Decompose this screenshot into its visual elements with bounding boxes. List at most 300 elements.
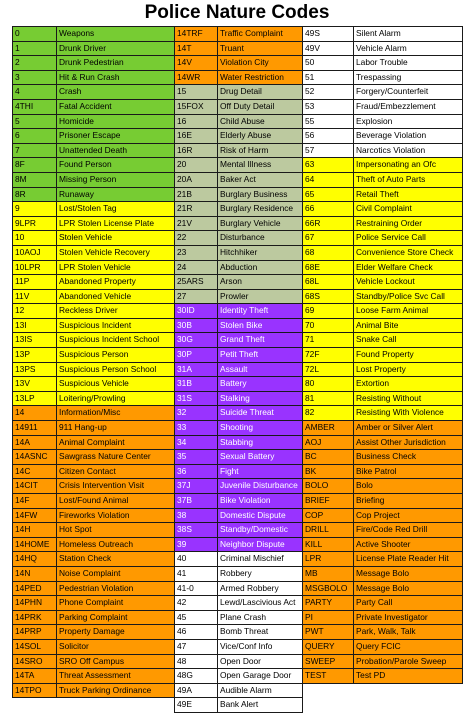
nature-description: LPR Stolen License Plate — [56, 216, 175, 232]
table-row — [12, 420, 174, 435]
table-row — [302, 639, 462, 654]
nature-description: Snake Call — [353, 332, 463, 348]
nature-code: PI — [302, 610, 354, 626]
table-row — [174, 318, 302, 333]
nature-code: 35 — [174, 449, 218, 465]
table-row — [302, 551, 462, 566]
nature-code: 14PRP — [12, 624, 57, 640]
table-row — [302, 84, 462, 99]
nature-description: Resisting Without — [353, 391, 463, 407]
nature-description: Fight — [217, 464, 303, 480]
nature-description: Found Person — [56, 157, 175, 173]
table-row — [302, 347, 462, 362]
nature-description: Animal Complaint — [56, 435, 175, 451]
table-row — [174, 478, 302, 493]
nature-description: Homeless Outreach — [56, 537, 175, 553]
nature-code: 11P — [12, 274, 57, 290]
nature-code: 10 — [12, 230, 57, 246]
nature-description: Private Investigator — [353, 610, 463, 626]
nature-description: Burglary Residence — [217, 201, 303, 217]
table-row — [12, 347, 174, 362]
nature-description: Abandoned Vehicle — [56, 289, 175, 305]
nature-description: Test PD — [353, 668, 463, 684]
table-row — [302, 157, 462, 172]
code-column — [12, 26, 174, 712]
nature-description: Identity Theft — [217, 303, 303, 319]
nature-code: BOLO — [302, 478, 354, 494]
table-row — [12, 522, 174, 537]
nature-description: Vehicle Lockout — [353, 274, 463, 290]
table-row — [12, 478, 174, 493]
table-row — [302, 303, 462, 318]
table-row — [174, 114, 302, 129]
nature-code: 31B — [174, 376, 218, 392]
nature-description: Open Garage Door — [217, 668, 303, 684]
table-row — [174, 420, 302, 435]
nature-description: Silent Alarm — [353, 26, 463, 42]
nature-code: 36 — [174, 464, 218, 480]
table-row — [12, 376, 174, 391]
nature-code: 0 — [12, 26, 57, 42]
nature-code: 1 — [12, 41, 57, 57]
nature-description: Lost/Found Animal — [56, 493, 175, 509]
table-row — [174, 697, 302, 712]
nature-description: Fraud/Embezzlement — [353, 99, 463, 115]
nature-code: 14SRO — [12, 654, 57, 670]
table-row — [174, 303, 302, 318]
nature-code: 6 — [12, 128, 57, 144]
table-row — [302, 201, 462, 216]
nature-code: 30P — [174, 347, 218, 363]
nature-code: 41-0 — [174, 581, 218, 597]
nature-code: 31A — [174, 362, 218, 378]
nature-code: 14CIT — [12, 478, 57, 494]
table-row — [302, 478, 462, 493]
nature-description: Child Abuse — [217, 114, 303, 130]
table-row — [302, 581, 462, 596]
table-row — [12, 172, 174, 187]
table-row — [174, 84, 302, 99]
nature-code: 49A — [174, 683, 218, 699]
table-row — [302, 522, 462, 537]
nature-description: Stalking — [217, 391, 303, 407]
nature-description: Hot Spot — [56, 522, 175, 538]
table-row — [174, 435, 302, 450]
nature-code: 14WR — [174, 70, 218, 86]
nature-description: Armed Robbery — [217, 581, 303, 597]
nature-description: Bolo — [353, 478, 463, 494]
table-row — [174, 245, 302, 260]
nature-description: Unattended Death — [56, 143, 175, 159]
nature-code: 16E — [174, 128, 218, 144]
table-row — [12, 683, 174, 698]
nature-code: 55 — [302, 114, 354, 130]
nature-description: Phone Complaint — [56, 595, 175, 611]
nature-code: 30G — [174, 332, 218, 348]
table-row — [174, 522, 302, 537]
table-row — [302, 537, 462, 552]
nature-code: 65 — [302, 187, 354, 203]
table-row — [302, 274, 462, 289]
nature-description: Standby/Police Svc Call — [353, 289, 463, 305]
nature-description: Narcotics Violation — [353, 143, 463, 159]
nature-code: 14HQ — [12, 551, 57, 567]
nature-description: Violation City — [217, 55, 303, 71]
nature-description: Grand Theft — [217, 332, 303, 348]
nature-description: Shooting — [217, 420, 303, 436]
nature-description: Restraining Order — [353, 216, 463, 232]
table-row — [302, 610, 462, 625]
nature-code: 71 — [302, 332, 354, 348]
codes-table — [0, 26, 474, 712]
table-row — [12, 260, 174, 275]
nature-description: Assault — [217, 362, 303, 378]
nature-code: 49E — [174, 697, 218, 713]
nature-code: 66R — [302, 216, 354, 232]
nature-description: Information/Misc — [56, 405, 175, 421]
nature-description: Citizen Contact — [56, 464, 175, 480]
table-row — [302, 566, 462, 581]
nature-description: Sawgrass Nature Center — [56, 449, 175, 465]
nature-code: 49V — [302, 41, 354, 57]
nature-description: Runaway — [56, 187, 175, 203]
nature-description: Stolen Vehicle — [56, 230, 175, 246]
nature-description: Threat Assessment — [56, 668, 175, 684]
table-row — [174, 610, 302, 625]
table-row — [174, 493, 302, 508]
table-row — [174, 668, 302, 683]
nature-description: Impersonating an Ofc — [353, 157, 463, 173]
nature-code: 10AOJ — [12, 245, 57, 261]
nature-code: 4THI — [12, 99, 57, 115]
table-row — [302, 508, 462, 523]
nature-description: Truck Parking Ordinance — [56, 683, 175, 699]
nature-code: MSGBOLO — [302, 581, 354, 597]
table-row — [174, 405, 302, 420]
nature-code: 21B — [174, 187, 218, 203]
nature-code: 20 — [174, 157, 218, 173]
table-row — [174, 143, 302, 158]
nature-code: 33 — [174, 420, 218, 436]
nature-code: 50 — [302, 55, 354, 71]
table-row — [302, 172, 462, 187]
nature-description: Burglary Vehicle — [217, 216, 303, 232]
nature-code: 67 — [302, 230, 354, 246]
nature-description: Suspicious Incident — [56, 318, 175, 334]
table-row — [302, 362, 462, 377]
nature-description: Robbery — [217, 566, 303, 582]
nature-code: 63 — [302, 157, 354, 173]
nature-code: 25ARS — [174, 274, 218, 290]
table-row — [12, 493, 174, 508]
nature-description: Property Damage — [56, 624, 175, 640]
nature-description: LPR Stolen Vehicle — [56, 260, 175, 276]
table-row — [302, 405, 462, 420]
table-row — [12, 114, 174, 129]
nature-description: 911 Hang-up — [56, 420, 175, 436]
nature-code: 14HOME — [12, 537, 57, 553]
nature-description: Fire/Code Red Drill — [353, 522, 463, 538]
table-row — [302, 70, 462, 85]
table-row — [302, 376, 462, 391]
nature-description: Solicitor — [56, 639, 175, 655]
nature-description: Convenience Store Check — [353, 245, 463, 261]
table-row — [174, 201, 302, 216]
nature-code: 15FOX — [174, 99, 218, 115]
nature-description: Standby/Domestic — [217, 522, 303, 538]
table-row — [302, 449, 462, 464]
table-row — [174, 362, 302, 377]
table-row — [12, 84, 174, 99]
table-row — [302, 187, 462, 202]
nature-description: Retail Theft — [353, 187, 463, 203]
nature-description: Hitchhiker — [217, 245, 303, 261]
table-row — [302, 668, 462, 683]
nature-code: 8R — [12, 187, 57, 203]
nature-description: Loitering/Prowling — [56, 391, 175, 407]
nature-code: 22 — [174, 230, 218, 246]
table-row — [174, 289, 302, 304]
nature-description: Trespassing — [353, 70, 463, 86]
nature-description: Stolen Vehicle Recovery — [56, 245, 175, 261]
table-row — [174, 99, 302, 114]
nature-code: 27 — [174, 289, 218, 305]
nature-code: 21R — [174, 201, 218, 217]
nature-code: 57 — [302, 143, 354, 159]
nature-code: DRILL — [302, 522, 354, 538]
nature-code: 7 — [12, 143, 57, 159]
nature-code: 14SOL — [12, 639, 57, 655]
nature-code: 40 — [174, 551, 218, 567]
nature-code: 13V — [12, 376, 57, 392]
table-row — [174, 595, 302, 610]
nature-description: Suspicious Person — [56, 347, 175, 363]
nature-code: 5 — [12, 114, 57, 130]
nature-code: 14C — [12, 464, 57, 480]
nature-code: 56 — [302, 128, 354, 144]
table-row — [174, 274, 302, 289]
nature-code: 52 — [302, 84, 354, 100]
nature-description: Abduction — [217, 260, 303, 276]
table-row — [12, 668, 174, 683]
code-column — [174, 26, 302, 712]
table-row — [174, 537, 302, 552]
nature-code: 68E — [302, 260, 354, 276]
table-row — [174, 172, 302, 187]
nature-description: License Plate Reader Hit — [353, 551, 463, 567]
table-row — [174, 683, 302, 698]
nature-code: 32 — [174, 405, 218, 421]
nature-description: Baker Act — [217, 172, 303, 188]
nature-code: 8M — [12, 172, 57, 188]
nature-description: Weapons — [56, 26, 175, 42]
table-row — [174, 157, 302, 172]
nature-description: Vice/Conf Info — [217, 639, 303, 655]
table-row — [12, 654, 174, 669]
table-row — [12, 289, 174, 304]
nature-description: Domestic Dispute — [217, 508, 303, 524]
nature-description: SRO Off Campus — [56, 654, 175, 670]
table-row — [12, 201, 174, 216]
nature-description: Fireworks Violation — [56, 508, 175, 524]
nature-code: BRIEF — [302, 493, 354, 509]
nature-description: Animal Bite — [353, 318, 463, 334]
nature-code: 20A — [174, 172, 218, 188]
nature-description: Briefing — [353, 493, 463, 509]
nature-code: 64 — [302, 172, 354, 188]
nature-description: Parking Complaint — [56, 610, 175, 626]
nature-description: Risk of Harm — [217, 143, 303, 159]
nature-description: Battery — [217, 376, 303, 392]
nature-description: Theft of Auto Parts — [353, 172, 463, 188]
nature-code: 30ID — [174, 303, 218, 319]
table-row — [174, 55, 302, 70]
nature-description: Assist Other Jurisdiction — [353, 435, 463, 451]
nature-description: Suspicious Person School — [56, 362, 175, 378]
table-row — [12, 464, 174, 479]
nature-code: 14N — [12, 566, 57, 582]
nature-description: Stolen Bike — [217, 318, 303, 334]
nature-code: 39 — [174, 537, 218, 553]
nature-description: Elder Welfare Check — [353, 260, 463, 276]
nature-code: 14TPO — [12, 683, 57, 699]
nature-code: 72L — [302, 362, 354, 378]
nature-description: Suspicious Incident School — [56, 332, 175, 348]
table-row — [12, 41, 174, 56]
nature-description: Stabbing — [217, 435, 303, 451]
table-row — [302, 391, 462, 406]
nature-code: 10LPR — [12, 260, 57, 276]
table-row — [174, 216, 302, 231]
nature-code: 14FW — [12, 508, 57, 524]
nature-code: 48 — [174, 654, 218, 670]
nature-description: Message Bolo — [353, 581, 463, 597]
table-row — [302, 260, 462, 275]
nature-description: Extortion — [353, 376, 463, 392]
nature-code: 82 — [302, 405, 354, 421]
nature-description: Noise Complaint — [56, 566, 175, 582]
table-row — [12, 566, 174, 581]
nature-code: 14TRF — [174, 26, 218, 42]
nature-code: 81 — [302, 391, 354, 407]
table-row — [174, 376, 302, 391]
table-row — [12, 551, 174, 566]
table-row — [12, 581, 174, 596]
table-row — [302, 216, 462, 231]
table-row — [12, 26, 174, 41]
nature-code: 8F — [12, 157, 57, 173]
table-row — [12, 537, 174, 552]
nature-description: Neighbor Dispute — [217, 537, 303, 553]
nature-code: 14H — [12, 522, 57, 538]
nature-description: Explosion — [353, 114, 463, 130]
nature-code: TEST — [302, 668, 354, 684]
table-row — [174, 508, 302, 523]
nature-code: 13I — [12, 318, 57, 334]
table-row — [174, 464, 302, 479]
table-row — [12, 55, 174, 70]
table-row — [12, 70, 174, 85]
table-row — [174, 26, 302, 41]
table-row — [302, 318, 462, 333]
table-row — [302, 595, 462, 610]
table-row — [12, 216, 174, 231]
nature-code: AMBER — [302, 420, 354, 436]
nature-description: Mental Illness — [217, 157, 303, 173]
page-title: Police Nature Codes — [144, 2, 330, 23]
nature-code: 11V — [12, 289, 57, 305]
table-row — [12, 610, 174, 625]
nature-description: Cop Project — [353, 508, 463, 524]
nature-description: Juvenile Disturbance — [217, 478, 303, 494]
nature-code: 9 — [12, 201, 57, 217]
table-row — [174, 581, 302, 596]
nature-code: 13P — [12, 347, 57, 363]
nature-description: Bank Alert — [217, 697, 303, 713]
table-row — [12, 245, 174, 260]
nature-description: Message Bolo — [353, 566, 463, 582]
table-row — [12, 595, 174, 610]
nature-description: Drunk Driver — [56, 41, 175, 57]
nature-code: 4 — [12, 84, 57, 100]
nature-description: Open Door — [217, 654, 303, 670]
nature-description: Found Property — [353, 347, 463, 363]
nature-description: Business Check — [353, 449, 463, 465]
nature-code: 2 — [12, 55, 57, 71]
table-row — [12, 624, 174, 639]
nature-description: Prowler — [217, 289, 303, 305]
table-row — [12, 143, 174, 158]
nature-description: Suicide Threat — [217, 405, 303, 421]
table-row — [302, 654, 462, 669]
nature-code: 38S — [174, 522, 218, 538]
nature-description: Criminal Mischief — [217, 551, 303, 567]
table-row — [174, 566, 302, 581]
table-row — [174, 187, 302, 202]
table-row — [12, 99, 174, 114]
table-row — [12, 303, 174, 318]
nature-description: Active Shooter — [353, 537, 463, 553]
nature-description: Drunk Pedestrian — [56, 55, 175, 71]
table-row — [12, 435, 174, 450]
nature-description: Amber or Silver Alert — [353, 420, 463, 436]
nature-description: Plane Crash — [217, 610, 303, 626]
nature-description: Loose Farm Animal — [353, 303, 463, 319]
nature-description: Reckless Driver — [56, 303, 175, 319]
nature-code: 70 — [302, 318, 354, 334]
nature-description: Resisting With Violence — [353, 405, 463, 421]
nature-code: 14PHN — [12, 595, 57, 611]
nature-description: Crisis Intervention Visit — [56, 478, 175, 494]
table-row — [12, 362, 174, 377]
table-row — [12, 128, 174, 143]
table-row — [12, 157, 174, 172]
nature-description: Pedestrian Violation — [56, 581, 175, 597]
nature-code: BC — [302, 449, 354, 465]
nature-description: Vehicle Alarm — [353, 41, 463, 57]
nature-code: 14V — [174, 55, 218, 71]
nature-code: 46 — [174, 624, 218, 640]
table-row — [302, 114, 462, 129]
nature-code: 14 — [12, 405, 57, 421]
nature-code: 45 — [174, 610, 218, 626]
nature-description: Forgery/Counterfeit — [353, 84, 463, 100]
nature-code: 24 — [174, 260, 218, 276]
nature-code: 21V — [174, 216, 218, 232]
nature-code: 23 — [174, 245, 218, 261]
nature-code: 16 — [174, 114, 218, 130]
nature-description: Query FCIC — [353, 639, 463, 655]
